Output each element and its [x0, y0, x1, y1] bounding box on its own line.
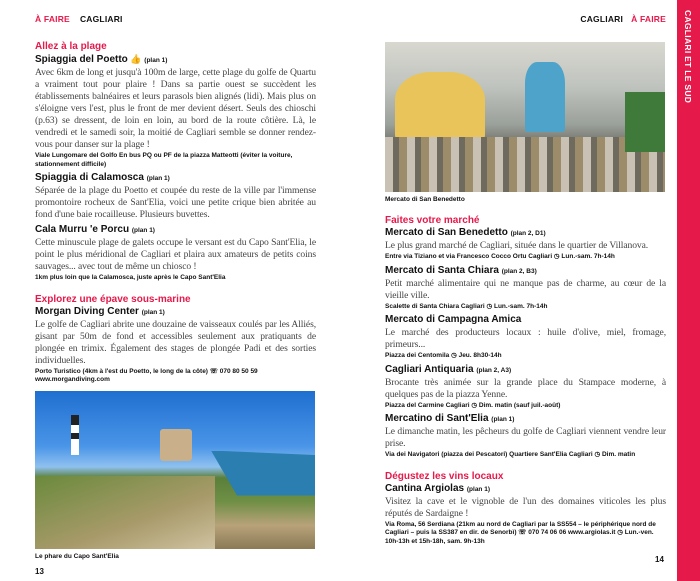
header-city: CAGLIARI	[580, 14, 624, 24]
listing-description: Séparée de la plage du Poetto et coupée du reste de la ville par l'immense promontoire rocheux de Sant'Elia, voici une petite crique bien abritée au fond d'une baie rocailleuse. Plusieurs buvettes.	[35, 185, 316, 220]
chapter-side-tab[interactable]	[677, 0, 700, 581]
section-heading: Dégustez les vins locaux	[385, 470, 504, 482]
listing-practical-info: Entre via Tiziano et via Francesco Cocco Ortu Cagliari ◷ Lun.-sam. 7h-14h	[385, 253, 615, 260]
spacer	[35, 286, 316, 294]
plan-reference: (plan 1)	[491, 416, 515, 423]
listing-name: Mercato di San Benedetto	[385, 227, 508, 238]
listing-description: Avec 6km de long et jusqu'à 100m de large, cette plage du golfe de Quartu a vraiment tout pour plaire ! Dans sa partie ouest se succèdent les établissements balnéaires et leurs parasols bien alignés (lidi). Mais plus on s'éloigne vers l'est, plus le front de mer devient désert. Seuls des chioschi (p.63) se dressent, de loin en loin, au bord de la route côtière. Là, le vendredi et le samedi soir, la moitié de Cagliari semble se donner rendez-vous pour danser sur la plage !	[35, 67, 316, 150]
thumbs-up-icon: 👍	[127, 54, 142, 64]
left-listings	[35, 41, 316, 385]
listing-name: Cala Murru 'e Porcu	[35, 224, 130, 235]
listing-practical-info: Porto Turistico (4km à l'est du Poetto, le long de la côte) ☏ 070 80 50 59 www.morgandiving.com	[35, 367, 258, 383]
listing-name: Cantina Argiolas	[385, 482, 465, 494]
right-running-header	[580, 14, 666, 24]
listing-name: Mercatino di Sant'Elia	[385, 413, 489, 424]
listing-name: Spiaggia di Calamosca	[35, 172, 144, 183]
plan-reference: (plan 1)	[466, 485, 490, 493]
photo-caption: Mercato di San Benedetto	[385, 196, 465, 203]
listing-practical-info: Piazza del Carmine Cagliari ◷ Dim. matin (sauf juil.-août)	[385, 401, 561, 409]
header-section: À FAIRE	[631, 14, 666, 24]
section-heading: Allez à la plage	[35, 41, 107, 52]
listing-practical-info: Viale Lungomare del Golfo En bus PQ ou PF de la piazza Matteotti (éviter la voiture, stationnement difficile)	[35, 152, 293, 168]
listing-title	[35, 306, 316, 319]
plan-reference: (plan 1)	[131, 227, 155, 234]
listing-name: Morgan Diving Center	[35, 305, 139, 317]
listing-practical-info: Via Roma, 56 Serdiana (21km au nord de Cagliari par la SS554 – le périphérique nord de Cagliari – puis la SS387 en dir. de Senorbì) ☏ 070 74 06 06 www.argiolas.it ◷ Lun.-ven. 10h-13h et 15h-18h, sam. 9h-13h	[385, 520, 656, 545]
listing-practical-info: 1km plus loin que la Calamosca, juste après le Capo Sant'Elia	[35, 274, 226, 281]
section-heading: Explorez une épave sous-marine	[35, 293, 191, 305]
listing-name: Mercato di Campagna Amica	[385, 314, 522, 325]
listing-practical-info: Piazza dei Centomila ◷ Jeu. 8h30-14h	[385, 352, 502, 359]
header-city: CAGLIARI	[79, 14, 123, 24]
chapter-tab-label: CAGLIARI ET LE SUD	[683, 10, 693, 104]
listing-title	[35, 224, 316, 237]
plan-reference: (plan 2, D1)	[510, 230, 546, 237]
plan-reference: (plan 1)	[144, 57, 168, 64]
listing-practical-info: Via dei Navigatori (piazza dei Pescatori) Quartiere Sant'Elia Cagliari ◷ Dim. matin	[385, 451, 636, 458]
plan-reference: (plan 1)	[141, 308, 165, 316]
spacer	[385, 463, 666, 471]
plan-reference: (plan 1)	[146, 175, 170, 182]
page-number: 13	[35, 567, 44, 576]
section-heading: Faites votre marché	[385, 215, 480, 226]
listing-description: Le marché des producteurs locaux : huile d'olive, miel, fromage, primeurs...	[385, 327, 666, 350]
page-number: 14	[655, 555, 664, 564]
market-photo	[385, 42, 665, 192]
listing-description: Cette minuscule plage de galets occupe le versant est du Capo Sant'Elia, le point le plus méridional de Cagliari et plaira aux amateurs de petits coins sauvages... avec tout de même un chiosco !	[35, 237, 316, 272]
listing-title	[35, 53, 316, 67]
listing-title	[35, 172, 316, 185]
listing-description: Brocante très animée sur la grande place du Stampace moderne, à quelques pas de la piazza Yenne.	[385, 376, 666, 400]
listing-name: Spiaggia del Poetto	[35, 54, 128, 65]
left-column	[35, 41, 316, 561]
plan-reference: (plan 2, B3)	[501, 267, 537, 275]
lighthouse-photo	[35, 391, 315, 549]
listing-description: Petit marché alimentaire qui ne manque pas de charme, au cœur de la vieille ville.	[385, 277, 666, 301]
listing-description: Visitez la cave et le vignoble de l'un des domaines viticoles les plus réputés de Sardaigne !	[385, 495, 666, 519]
listing-title	[385, 413, 666, 426]
right-listings	[385, 215, 666, 546]
listing-title	[385, 314, 666, 327]
plan-reference: (plan 2, A3)	[476, 366, 512, 374]
listing-name: Mercato di Santa Chiara	[385, 264, 499, 276]
listing-name: Cagliari Antiquaria	[385, 363, 474, 375]
listing-practical-info: Scalette di Santa Chiara Cagliari ◷ Lun.-sam. 7h-14h	[385, 302, 548, 310]
header-section: À FAIRE	[35, 14, 70, 24]
listing-description: Le golfe de Cagliari abrite une douzaine de vaisseaux coulés par les Alliés, gisant par 50m de fond et accessibles seulement aux pratiquants de plongée en trimix. Également des stages de plongée Padi et des sorties individuelles.	[35, 318, 316, 366]
left-running-header	[35, 14, 123, 24]
photo-caption: Le phare du Capo Sant'Elia	[35, 552, 119, 560]
listing-title	[385, 483, 666, 496]
listing-description: Le plus grand marché de Cagliari, située dans le quartier de Villanova.	[385, 240, 649, 251]
right-column	[385, 42, 666, 549]
listing-description: Le dimanche matin, les pêcheurs du golfe de Cagliari viennent vendre leur prise.	[385, 426, 666, 449]
listing-title	[385, 364, 666, 377]
listing-title	[385, 227, 666, 240]
listing-title	[385, 265, 666, 278]
